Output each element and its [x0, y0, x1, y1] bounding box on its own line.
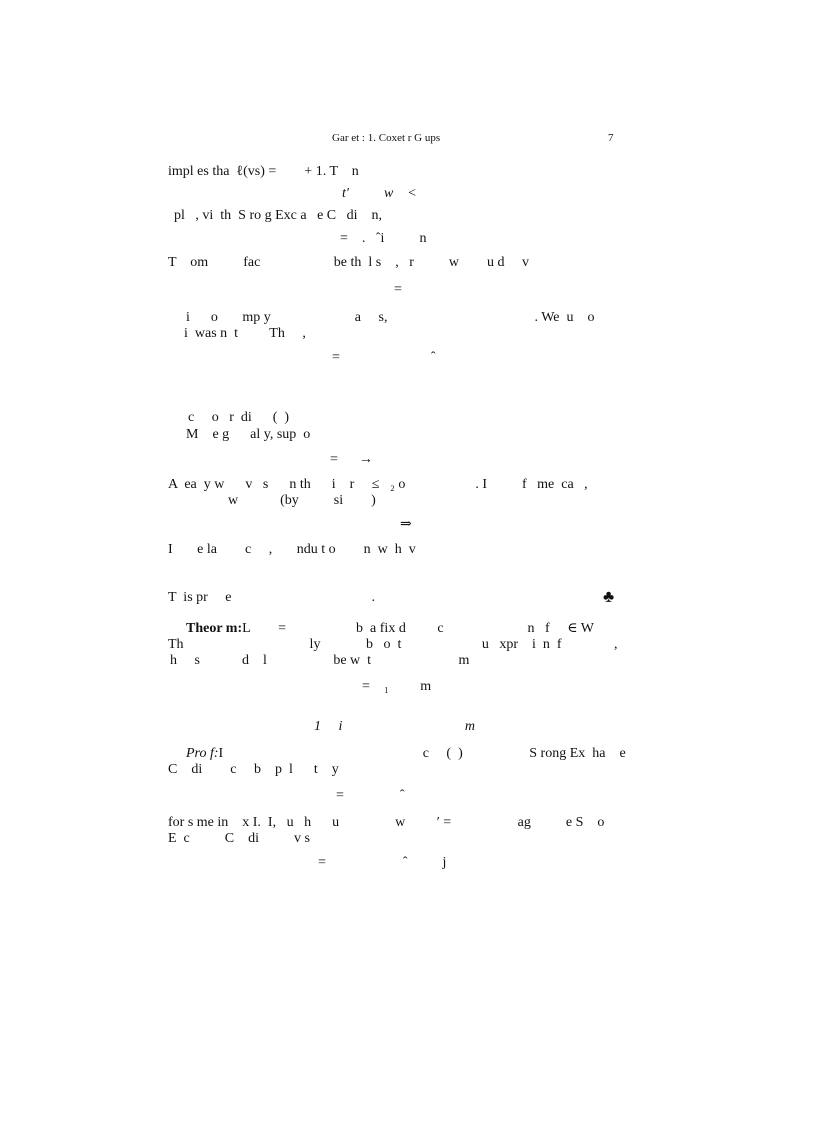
qed-symbol: ♣: [603, 587, 615, 606]
math-line: = ˆ: [336, 788, 405, 803]
text-line: for s me in x I. I, u h u w ′ = ag e S o: [168, 815, 605, 830]
text-line: T om fac be th l s , r w u d v: [168, 255, 529, 270]
text-line: T is pr e .: [168, 590, 376, 605]
text-line: h s d l be w t m: [170, 653, 470, 668]
text-line: Th ly b o t u xpr i n f ,: [168, 637, 618, 652]
math-line: 1 i m: [314, 719, 475, 734]
math-line: = →: [330, 452, 373, 467]
text-line: E c C di v s: [168, 831, 310, 846]
text-line: A ea y w v s n th i r ≤ ₂ o . I f me ca ,: [168, 477, 588, 492]
proof-text: I c ( ) S rong Ex ha e: [218, 746, 626, 761]
math-line: = ₁ m: [362, 679, 432, 694]
text-line: t′ w <: [342, 186, 417, 201]
text-line: i was n t Th ,: [184, 326, 306, 341]
theorem-text: L = b a fix d c n f ∈ W: [242, 621, 595, 636]
running-header: Gar et : 1. Coxet r G ups: [332, 132, 441, 144]
page-number: 7: [608, 132, 614, 144]
proof-line: [186, 746, 626, 762]
theorem-line: [186, 621, 594, 637]
text-line: C di c b p l t y: [168, 762, 339, 777]
math-line: =: [394, 282, 402, 297]
text-line: M e g al y, sup o: [186, 427, 311, 442]
text-line: c o r di ( ): [188, 410, 290, 425]
text-line: pl , vi th S ro g Exc a e C di n,: [174, 208, 383, 223]
text-line: w (by si ): [228, 493, 376, 508]
text-line: impl es tha ℓ(vs) = + 1. T n: [168, 164, 359, 179]
proof-label: Pro f:: [186, 746, 219, 761]
text-line: i o mp y a s, . We u o: [186, 310, 595, 325]
math-line: = ˆ j: [318, 855, 447, 870]
theorem-label: Theor m:: [186, 621, 243, 636]
math-line: = ˆ: [332, 350, 436, 365]
math-line: ⇒: [400, 517, 412, 532]
text-line: I e la c , ndu t o n w h v: [168, 542, 416, 557]
math-line: = . ˆi n: [340, 231, 427, 246]
